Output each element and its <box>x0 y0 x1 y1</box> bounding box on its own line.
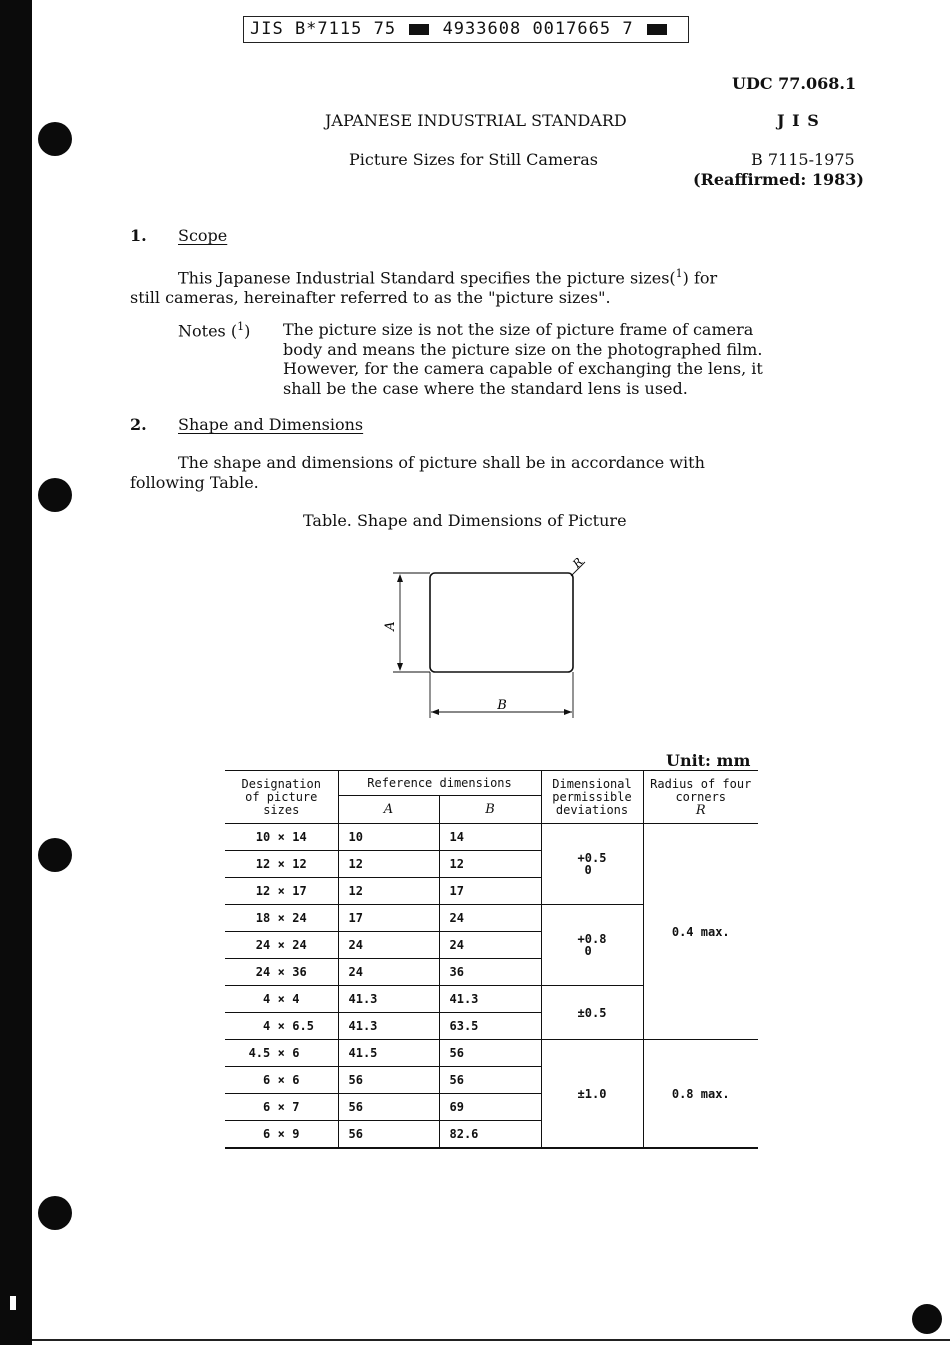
deviation-cell <box>541 1040 643 1149</box>
reference-b-cell: 17 <box>439 878 541 905</box>
header-deviation: Dimensional permissible deviations <box>541 771 643 824</box>
designation-value: 6 <box>292 1046 300 1060</box>
radius-cell: 0.4 max. <box>643 824 758 1040</box>
dimensions-paragraph: The shape and dimensions of picture shall be in accordance with following Table. <box>130 453 705 492</box>
deviation-cell <box>541 824 643 905</box>
designation-value: 24 <box>255 965 271 979</box>
reference-a-cell: 24 <box>338 959 439 986</box>
notes-label: Notes ($^1$) <box>178 320 251 341</box>
designation-value: 24 <box>292 938 307 952</box>
reference-a-cell: 17 <box>338 905 439 932</box>
punch-hole-icon <box>38 1196 72 1230</box>
designation-cell <box>225 1013 338 1040</box>
designation-cell <box>225 851 338 878</box>
deviation-upper: +0.8 <box>577 932 607 946</box>
header-col-a: A <box>338 796 439 824</box>
reference-b-cell: 12 <box>439 851 541 878</box>
reference-b-cell: 56 <box>439 1040 541 1067</box>
deviation-lower: 0 <box>584 863 592 877</box>
punch-hole-icon <box>912 1304 942 1334</box>
scope-paragraph: This Japanese Industrial Standard specifies the picture sizes($^1$) for still cameras, hereinafter referred to as the "picture sizes". <box>130 267 718 307</box>
designation-value: 4 <box>263 1019 271 1033</box>
reaffirmed-date: (Reaffirmed: 1983) <box>693 170 864 189</box>
punch-hole-icon <box>38 122 72 156</box>
times-sign: × <box>277 911 285 925</box>
times-sign: × <box>277 1019 285 1033</box>
deviation-cell <box>541 905 643 986</box>
designation-cell <box>225 932 338 959</box>
designation-value: 24 <box>292 911 307 925</box>
punch-hole-icon <box>38 478 72 512</box>
designation-value: 12 <box>255 884 271 898</box>
reference-b-cell: 56 <box>439 1067 541 1094</box>
designation-cell <box>225 986 338 1013</box>
document-code-header: JIS B*7115 75 4933608 0017665 7 <box>243 16 689 43</box>
deviation-lower: 0 <box>584 944 592 958</box>
designation-cell <box>225 1040 338 1067</box>
times-sign: × <box>277 1073 285 1087</box>
table-caption: Table. Shape and Dimensions of Picture <box>303 511 627 530</box>
designation-cell <box>225 959 338 986</box>
times-sign: × <box>277 884 285 898</box>
reference-a-cell: 12 <box>338 878 439 905</box>
designation-value: 17 <box>292 884 307 898</box>
table-row <box>225 1040 758 1067</box>
section-number: 1. <box>130 226 147 245</box>
designation-cell <box>225 1094 338 1121</box>
header-designation: Designation of picture sizes <box>225 771 338 824</box>
header-reference: Reference dimensions <box>338 771 541 796</box>
designation-cell <box>225 905 338 932</box>
reference-b-cell: 24 <box>439 905 541 932</box>
reference-b-cell: 63.5 <box>439 1013 541 1040</box>
scan-left-border <box>0 0 32 1345</box>
designation-value: 4.5 <box>248 1046 271 1060</box>
standard-number: B 7115-1975 <box>751 150 855 169</box>
designation-value: 6.5 <box>292 1019 314 1033</box>
scan-bottom-border <box>32 1339 950 1341</box>
designation-value: 6 <box>292 1073 300 1087</box>
designation-value: 10 <box>255 830 271 844</box>
deviation-upper: +0.5 <box>577 851 607 865</box>
jis-label: J I S <box>777 111 820 130</box>
times-sign: × <box>277 857 285 871</box>
radius-label: R <box>570 555 586 571</box>
dimension-label-b: B <box>497 698 507 713</box>
header-radius: Radius of four corners R <box>643 771 758 824</box>
header-col-b: B <box>439 796 541 824</box>
designation-value: 36 <box>292 965 307 979</box>
designation-value: 4 <box>292 992 300 1006</box>
radius-cell: 0.8 max. <box>643 1040 758 1149</box>
dimension-label-a: A <box>383 621 398 631</box>
dimensions-table <box>225 770 758 1149</box>
designation-value: 24 <box>255 938 271 952</box>
reference-a-cell: 41.5 <box>338 1040 439 1067</box>
designation-cell <box>225 878 338 905</box>
reference-b-cell: 24 <box>439 932 541 959</box>
section-heading: Shape and Dimensions <box>178 415 364 434</box>
reference-a-cell: 56 <box>338 1094 439 1121</box>
times-sign: × <box>277 1100 285 1114</box>
deviation-upper: ±1.0 <box>577 1087 607 1101</box>
section-heading: Scope <box>178 226 228 245</box>
designation-value: 6 <box>263 1073 271 1087</box>
designation-cell <box>225 1067 338 1094</box>
picture-shape-diagram <box>378 552 598 724</box>
designation-value: 18 <box>255 911 271 925</box>
organization-title: JAPANESE INDUSTRIAL STANDARD <box>325 111 627 130</box>
deviation-upper: ±0.5 <box>577 1006 607 1020</box>
reference-b-cell: 36 <box>439 959 541 986</box>
unit-label: Unit: mm <box>666 751 751 770</box>
reference-b-cell: 69 <box>439 1094 541 1121</box>
udc-code: UDC 77.068.1 <box>732 74 857 93</box>
section-number: 2. <box>130 415 147 434</box>
times-sign: × <box>277 1046 285 1060</box>
designation-value: 14 <box>292 830 307 844</box>
designation-value: 12 <box>255 857 271 871</box>
designation-value: 4 <box>263 992 271 1006</box>
designation-value: 6 <box>263 1127 271 1141</box>
reference-a-cell: 12 <box>338 851 439 878</box>
times-sign: × <box>277 965 285 979</box>
reference-a-cell: 41.3 <box>338 986 439 1013</box>
reference-a-cell: 10 <box>338 824 439 851</box>
times-sign: × <box>277 830 285 844</box>
table-row <box>225 824 758 851</box>
times-sign: × <box>277 992 285 1006</box>
reference-b-cell: 41.3 <box>439 986 541 1013</box>
note-text: The picture size is not the size of picture frame of camera body and means the picture size on the photographed film. However, for the camera capable of exchanging the lens, it shall be the case where the standard lens is used. <box>283 320 763 398</box>
times-sign: × <box>277 938 285 952</box>
designation-value: 6 <box>263 1100 271 1114</box>
designation-value: 7 <box>292 1100 300 1114</box>
redaction-block <box>647 24 667 35</box>
designation-cell <box>225 824 338 851</box>
reference-b-cell: 82.6 <box>439 1121 541 1149</box>
reference-a-cell: 41.3 <box>338 1013 439 1040</box>
reference-a-cell: 56 <box>338 1067 439 1094</box>
reference-b-cell: 14 <box>439 824 541 851</box>
punch-hole-icon <box>38 838 72 872</box>
scan-mark <box>10 1296 16 1310</box>
deviation-cell <box>541 986 643 1040</box>
designation-value: 12 <box>292 857 307 871</box>
document-title: Picture Sizes for Still Cameras <box>349 150 598 169</box>
reference-a-cell: 56 <box>338 1121 439 1149</box>
times-sign: × <box>277 1127 285 1141</box>
reference-a-cell: 24 <box>338 932 439 959</box>
redaction-block <box>409 24 429 35</box>
designation-value: 9 <box>292 1127 300 1141</box>
designation-cell <box>225 1121 338 1149</box>
